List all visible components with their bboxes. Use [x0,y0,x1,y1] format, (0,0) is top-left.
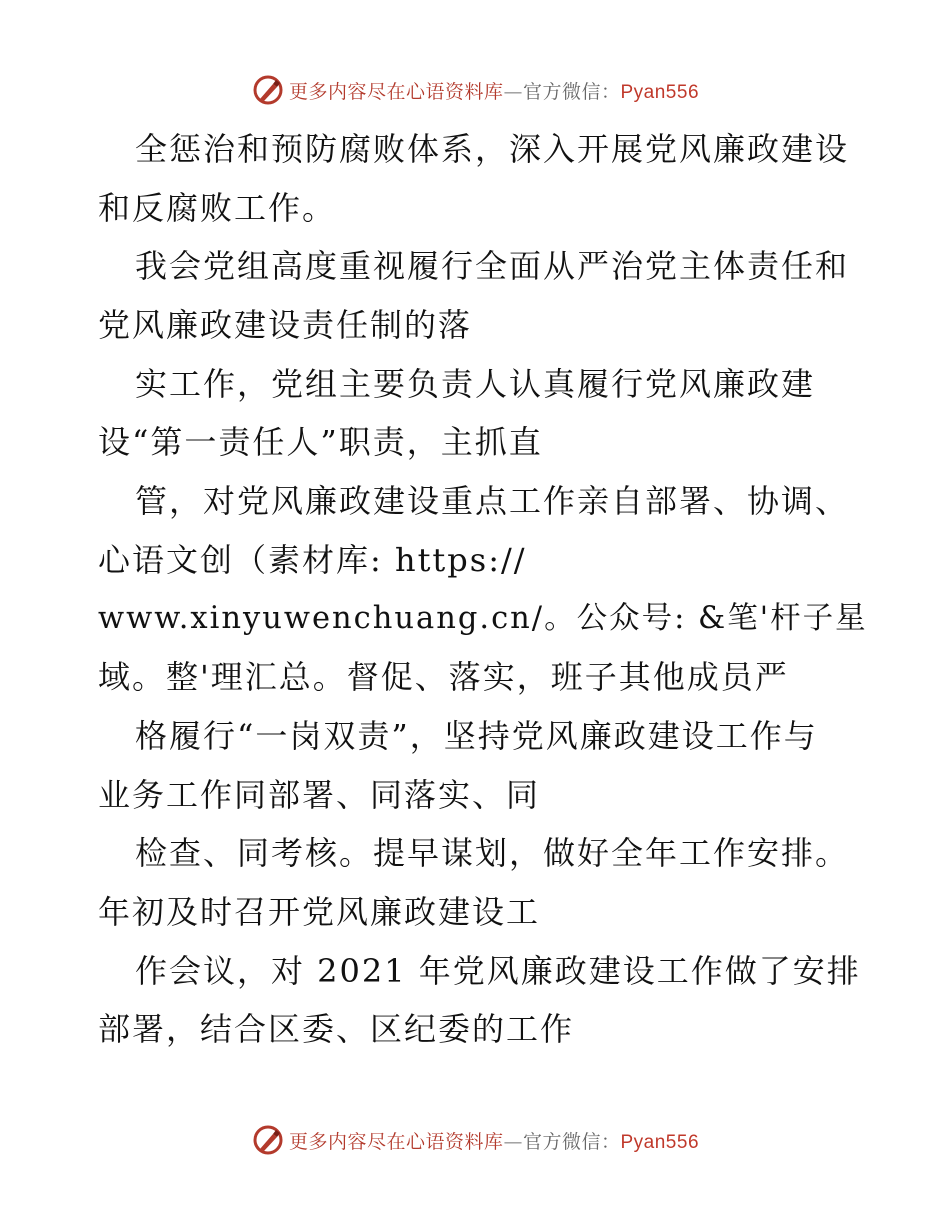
footer-wechat-label: 官方微信： [522,1130,621,1153]
header-brand: 更多内容尽在心语资料库 [288,80,504,103]
footer-brand: 更多内容尽在心语资料库 [288,1130,504,1153]
text-line: 管，对党风廉政建设重点工作亲自部署、协调、 [135,482,850,521]
text-line: 设“第一责任人”职责，主抓直 [98,423,543,462]
text-line: 全惩治和预防腐败体系，深入开展党风廉政建设 [135,130,850,168]
text-line: 我会党组高度重视履行全面从严治党主体责任和 [135,247,850,286]
pen-circle-logo-icon [251,73,285,107]
text-line: 部署，结合区委、区纪委的工作 [98,1010,575,1049]
footer-wechat-id: Pyan556 [620,1131,700,1153]
document-body [98,120,868,1059]
header-text [289,77,699,104]
footer-separator: — [503,1130,523,1153]
text-line: 检查、同考核。提早谋划，做好全年工作安排。 [135,834,850,873]
text-line: www.xinyuwenchuang.cn/。公众号: &笔'杆子星 [98,600,868,636]
text-line: 党风廉政建设责任制的落 [98,306,473,345]
text-line: 和反腐败工作。 [98,188,337,227]
footer-banner [0,1120,950,1160]
pen-circle-logo-icon [251,1123,285,1157]
header-separator: — [503,80,523,103]
text-line: 域。整'理汇总。督促、落实，班子其他成员严 [98,658,789,697]
header-wechat-label: 官方微信： [522,80,621,103]
text-line: 实工作，党组主要负责人认真履行党风廉政建 [135,364,816,403]
header-wechat-id: Pyan556 [620,81,700,103]
text-line: 心语文创（素材库: https:// [98,540,527,579]
text-line: 作会议，对 2021 年党风廉政建设工作做了安排 [135,951,861,990]
text-line: 业务工作同部署、同落实、同 [98,775,541,814]
text-line: 年初及时召开党风廉政建设工 [98,892,541,931]
footer-text [289,1127,699,1154]
header-banner [0,70,950,110]
text-line: 格履行“一岗双责”，坚持党风廉政建设工作与 [135,716,818,755]
